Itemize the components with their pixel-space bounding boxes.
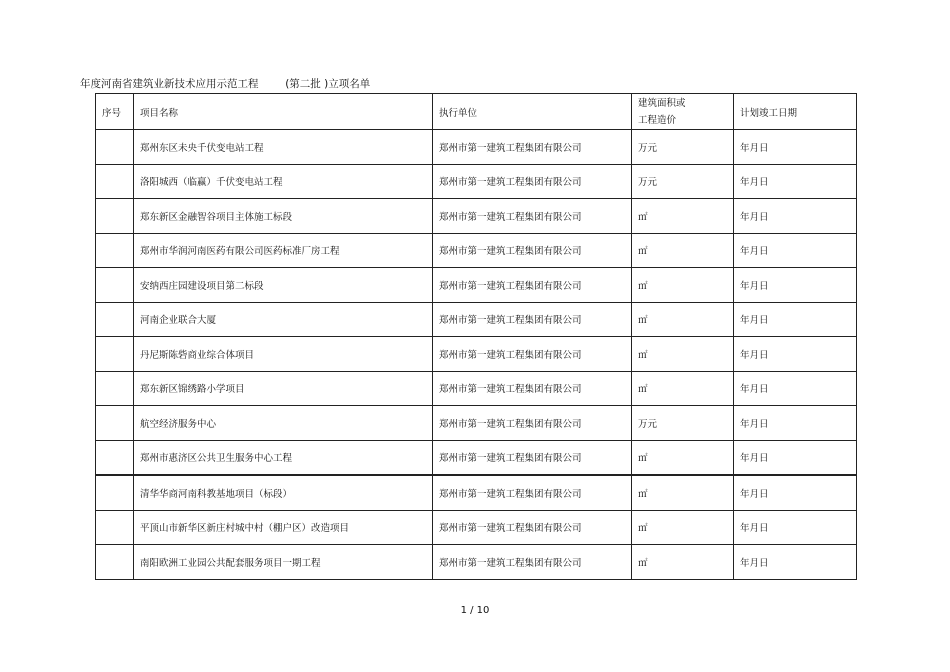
header-completion-date: 计划竣工日期 [734,94,857,130]
cell-seq [96,233,134,268]
cell-area-or-cost: 万元 [632,130,734,165]
cell-completion-date: 年月日 [734,130,857,165]
cell-area-or-cost: ㎡ [632,475,734,510]
cell-executing-unit: 郑州市第一建筑工程集团有限公司 [433,337,632,372]
cell-area-or-cost: ㎡ [632,199,734,234]
cell-project-name: 郑州东区未央千伏变电站工程 [134,130,433,165]
cell-area-or-cost: 万元 [632,406,734,441]
table-row [96,164,857,199]
cell-area-or-cost: ㎡ [632,510,734,545]
cell-area-or-cost: ㎡ [632,302,734,337]
table-row [96,510,857,545]
header-project-name: 项目名称 [134,94,433,130]
cell-completion-date: 年月日 [734,233,857,268]
cell-completion-date: 年月日 [734,302,857,337]
cell-project-name: 郑东新区金融智谷项目主体施工标段 [134,199,433,234]
cell-completion-date: 年月日 [734,164,857,199]
cell-executing-unit: 郑州市第一建筑工程集团有限公司 [433,130,632,165]
cell-area-or-cost: ㎡ [632,440,734,475]
cell-executing-unit: 郑州市第一建筑工程集团有限公司 [433,233,632,268]
header-executing-unit: 执行单位 [433,94,632,130]
cell-executing-unit: 郑州市第一建筑工程集团有限公司 [433,371,632,406]
header-seq: 序号 [96,94,134,130]
cell-seq [96,130,134,165]
cell-project-name: 河南企业联合大厦 [134,302,433,337]
cell-seq [96,337,134,372]
cell-executing-unit: 郑州市第一建筑工程集团有限公司 [433,302,632,337]
table-row [96,337,857,372]
cell-completion-date: 年月日 [734,440,857,475]
table-row [96,440,857,475]
table-row [96,130,857,165]
table-row [96,371,857,406]
table-row [96,268,857,303]
document-title: 年度河南省建筑业新技术应用示范工程 (第二批 )立项名单 [80,78,371,90]
cell-completion-date: 年月日 [734,337,857,372]
header-area-line2: 工程造价 [638,114,677,126]
cell-completion-date: 年月日 [734,371,857,406]
cell-project-name: 郑州市华润河南医药有限公司医药标准厂房工程 [134,233,433,268]
cell-seq [96,545,134,580]
cell-completion-date: 年月日 [734,475,857,510]
cell-completion-date: 年月日 [734,406,857,441]
cell-project-name: 清华华商河南科教基地项目（标段） [134,475,433,510]
cell-project-name: 丹尼斯陈砦商业综合体项目 [134,337,433,372]
cell-executing-unit: 郑州市第一建筑工程集团有限公司 [433,164,632,199]
cell-completion-date: 年月日 [734,199,857,234]
cell-completion-date: 年月日 [734,545,857,580]
table-row [96,475,857,510]
cell-seq [96,371,134,406]
table-header-row [96,94,857,130]
cell-area-or-cost: ㎡ [632,268,734,303]
cell-area-or-cost: ㎡ [632,545,734,580]
cell-area-or-cost: ㎡ [632,337,734,372]
cell-area-or-cost: ㎡ [632,233,734,268]
cell-seq [96,268,134,303]
table-row [96,406,857,441]
cell-area-or-cost: ㎡ [632,371,734,406]
cell-seq [96,475,134,510]
cell-project-name: 洛阳城西（临赢）千伏变电站工程 [134,164,433,199]
cell-project-name: 郑东新区锦绣路小学项目 [134,371,433,406]
cell-project-name: 南阳欧洲工业园公共配套服务项目一期工程 [134,545,433,580]
project-list-table [95,93,857,580]
header-area-line1: 建筑面积或 [638,97,686,109]
cell-executing-unit: 郑州市第一建筑工程集团有限公司 [433,545,632,580]
cell-executing-unit: 郑州市第一建筑工程集团有限公司 [433,406,632,441]
cell-project-name: 郑州市惠济区公共卫生服务中心工程 [134,440,433,475]
cell-seq [96,510,134,545]
cell-project-name: 平顶山市新华区新庄村城中村（棚户区）改造项目 [134,510,433,545]
cell-seq [96,406,134,441]
cell-seq [96,302,134,337]
cell-executing-unit: 郑州市第一建筑工程集团有限公司 [433,268,632,303]
table-row [96,302,857,337]
cell-seq [96,440,134,475]
table-row [96,233,857,268]
cell-project-name: 航空经济服务中心 [134,406,433,441]
cell-area-or-cost: 万元 [632,164,734,199]
cell-completion-date: 年月日 [734,510,857,545]
cell-executing-unit: 郑州市第一建筑工程集团有限公司 [433,510,632,545]
cell-seq [96,199,134,234]
cell-project-name: 安纳西庄园建设项目第二标段 [134,268,433,303]
cell-executing-unit: 郑州市第一建筑工程集团有限公司 [433,475,632,510]
cell-seq [96,164,134,199]
cell-completion-date: 年月日 [734,268,857,303]
table-row [96,199,857,234]
cell-executing-unit: 郑州市第一建筑工程集团有限公司 [433,199,632,234]
header-area-or-cost [632,94,734,130]
cell-executing-unit: 郑州市第一建筑工程集团有限公司 [433,440,632,475]
table-row [96,545,857,580]
page-number: 1 / 10 [460,605,490,616]
